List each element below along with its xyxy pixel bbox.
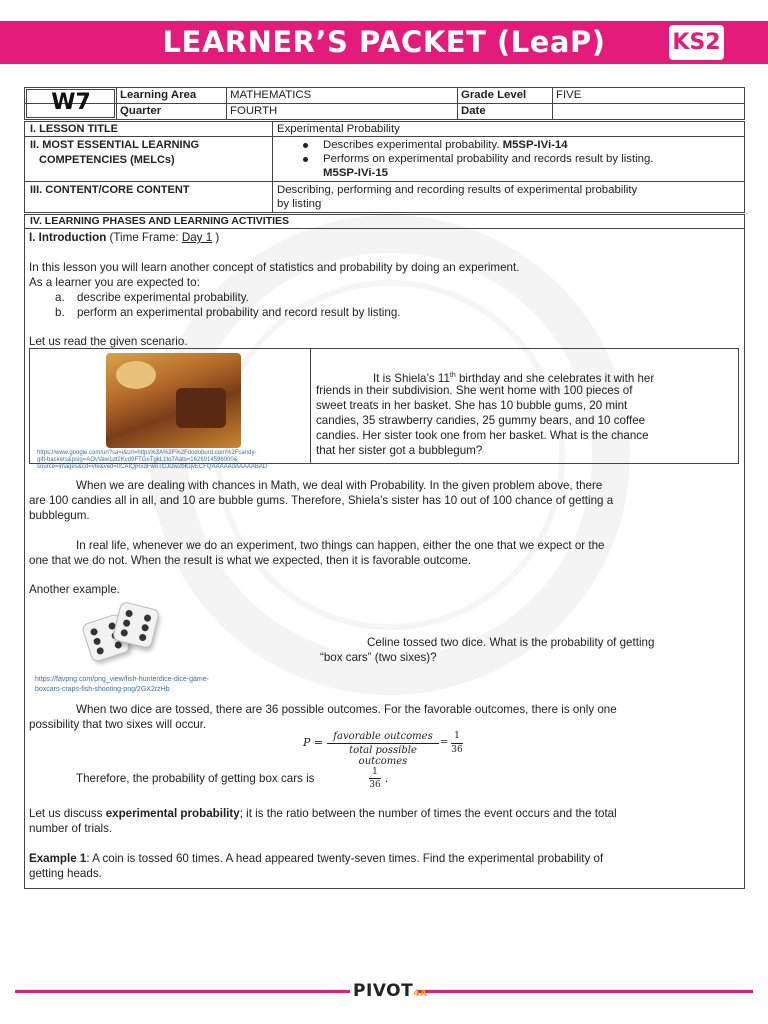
experimental-probability-term: experimental probability [105,807,240,820]
candy-basket-image [106,353,241,448]
learning-area-value: MATHEMATICS [230,89,312,101]
time-frame-label: (Time Frame: [106,231,182,244]
formula-result-denominator: 36 [451,745,463,755]
content-label: III. CONTENT/CORE CONTENT [30,184,190,196]
dice-paragraph-line-2: possibility that two sixes will occur. [29,718,207,731]
box-cars-denominator: 36 [369,780,381,790]
date-label: Date [461,105,486,117]
probability-paragraph-line-3: bubblegum. [29,509,90,522]
dice-paragraph-line-1: When two dice are tossed, there are 36 possible outcomes. For the favorable outcomes, there is only one [76,703,617,716]
scenario-line-6: that her sister got a bubblegum? [316,444,483,457]
objective-b-marker: b. [55,306,65,319]
melc-item-1 [323,138,568,152]
example-1-label: Example 1 [29,852,87,865]
scenario-line-1a: It is Shiela’s 11 [373,371,450,385]
introduction-label: I. Introduction [29,231,107,244]
page-title: LEARNER’S PACKET (LeaP) [162,25,606,59]
dice-question-line-1: Celine tossed two dice. What is the probability of getting [367,636,655,649]
lesson-title-label: I. LESSON TITLE [30,123,119,135]
dice-question-line-2: “box cars” (two sixes)? [320,651,437,664]
footer-line-left [15,990,350,993]
box-cars-conclusion: Therefore, the probability of getting box cars is [76,772,315,785]
pivot-logo-text: PIVOT [353,981,414,1001]
experimental-probability-def: ; it is the ratio between the number of times the event occurs and the total [239,807,617,820]
experimental-probability-pre: Let us discuss [29,807,106,820]
experimental-probability-line-1 [29,806,740,821]
melc-label-line2: COMPETENCIES (MELCs) [39,154,175,166]
formula-denominator: total possible outcomes [349,745,417,767]
scenario-line-1-sup: th [449,372,456,379]
introduction-heading [29,230,740,245]
probability-paragraph-line-1: When we are dealing with chances in Math, we deal with Probability. In the given problem above, there [76,479,603,492]
scenario-line-5: candies. Her sister took one from her basket. What is the chance [316,429,649,442]
formula-p-label: P = [303,736,324,749]
objectives-intro: As a learner you are expected to: [29,276,200,289]
grade-level-value: FIVE [556,89,582,101]
content-value-line2: by listing [277,198,322,210]
example-1-line-1 [29,851,740,866]
formula-numerator: favorable outcomes [333,731,433,742]
lesson-row-divider-1 [24,136,745,137]
probability-paragraph-line-2: are 100 candies all in all, and 10 are bubble gums. Therefore, Shiela’s sister has 10 out of 100 chance of getting a [29,494,614,507]
dice-image-link-1[interactable]: https://favpng.com/png_view/fish-hunterdice-dice-game- [35,676,209,683]
experimental-probability-line-2: number of trials. [29,822,113,835]
lesson-title-value: Experimental Probability [277,123,400,135]
info-col-divider-3 [457,87,458,120]
lesson-col-divider [272,121,273,213]
real-life-paragraph-line-1: In real life, whenever we do an experiment, two things can happen, either the one that we expect or the [76,539,605,552]
scenario-col-divider [310,348,311,464]
scenario-line-3: sweet treats in her basket. She has 10 bubble gums, 20 mint [316,399,628,412]
scenario-line-4: candies, 35 strawberry candies, 25 gummy bears, and 10 coffee [316,414,646,427]
box-cars-period: . [385,772,389,785]
time-frame-close: ) [212,231,220,244]
formula-equals: = [440,737,449,748]
pivot-logo-accent: 4A [413,989,428,999]
ks2-badge: KS2 [669,25,724,60]
candy-image-link-2[interactable]: gift-baskets&psig=AOvVaw1dt2Kcd9FTGeTgkL1to7Aats=1626914596000& [37,457,238,463]
grade-level-label: Grade Level [461,89,527,101]
scenario-intro: Let us read the given scenario. [29,335,188,348]
formula-result-bar [451,743,463,744]
info-col-divider-1 [116,87,117,120]
info-col-divider-2 [226,87,227,120]
quarter-label: Quarter [120,105,162,117]
melc-label-line1: II. MOST ESSENTIAL LEARNING [30,139,200,151]
melc-item-1-code: M5SP-IVi-14 [502,139,568,151]
candy-image-link-3[interactable]: source=images&cd=vfe&ved=0CAIQjRxqFwoTCJDw2bKqvECFQAAAAAdAAAAABAD [37,464,268,470]
melc-item-1-text: Describes experimental probability. [323,139,500,151]
pivot-logo [353,979,428,1006]
week-label: W7 [51,90,91,115]
phases-heading: IV. LEARNING PHASES AND LEARNING ACTIVITIES [30,215,290,227]
info-row-divider [24,103,745,104]
formula-result-numerator: 1 [454,731,460,741]
objective-a: describe experimental probability. [77,291,249,304]
box-cars-fraction-bar [369,778,381,779]
objective-b: perform an experimental probability and record result by listing. [77,306,401,319]
melc-bullet-1 [303,143,308,148]
example-1-text: : A coin is tossed 60 times. A head appeared twenty-seven times. Find the experimental probability of [86,852,604,865]
info-col-divider-4 [552,87,553,120]
scenario-line-1b: birthday and she celebrates it with her [455,371,655,385]
footer-line-right [418,990,753,993]
melc-bullet-2 [303,157,308,162]
content-value-line1: Describing, performing and recording results of experimental probability [277,184,638,196]
candy-image-link-1[interactable]: https://www.google.com/url?sa=i&url=https%3A%2F%2Fdodoburd.com%2Fcandy- [37,450,257,456]
phases-heading-divider [24,228,745,229]
intro-paragraph: In this lesson you will learn another concept of statistics and probability by doing an experiment. [29,261,520,274]
melc-item-2-code: M5SP-IVi-15 [323,167,388,179]
objective-a-marker: a. [55,291,65,304]
example-1-line-2: getting heads. [29,867,102,880]
another-example-label: Another example. [29,583,120,596]
time-frame-day: Day 1 [181,231,213,244]
box-cars-numerator: 1 [372,767,378,777]
formula-fraction-bar [327,743,439,744]
dice-image-link-2[interactable]: boxcars-craps-fish-shooting-png/2GX2rzHb [35,686,170,693]
melc-item-2-text: Performs on experimental probability and records result by listing. [323,153,654,165]
real-life-paragraph-line-2: one that we do not. When the result is what we expected, then it is favorable outcome. [29,554,472,567]
lesson-row-divider-2 [24,181,745,182]
learning-area-label: Learning Area [120,89,197,101]
quarter-value: FOURTH [230,105,278,117]
scenario-line-2: friends in their subdivision. She went home with 100 pieces of [316,384,633,397]
